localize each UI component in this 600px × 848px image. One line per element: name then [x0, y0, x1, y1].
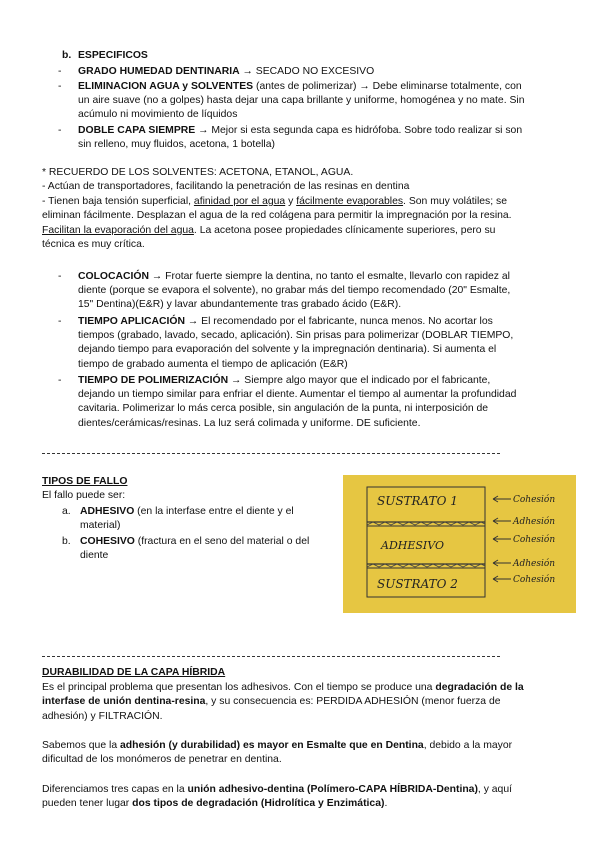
solvents-paragraph: * RECUERDO DE LOS SOLVENTES: ACETONA, ETANOL, AGUA. - Actúan de transportadores, facilitando la penetración de las resinas en dentina - Tienen baja tensión superficial, afinidad por el agua y fácilmente evaporables. Son muy volátiles; se eliminan fácilmente. Desplazan el agua de la red colágena para permitir la impregnación por la resina. Facilitan la evaporación del agua. La acetona posee propiedades clínicamente superiores, pero su técnica es muy crítica. — [42, 167, 512, 251]
fallo-intro: El fallo puede ser: — [42, 490, 126, 501]
sketch-label-adhesion: Adhesión — [513, 559, 556, 569]
sketch-label-cohesion: Cohesión — [513, 535, 556, 545]
sketch-label-sustrato1: SUSTRATO 1 — [377, 494, 458, 508]
sketch-label-cohesion: Cohesión — [513, 495, 556, 505]
fallo-b-letter: b. — [62, 536, 71, 547]
durabilidad-title: DURABILIDAD DE LA CAPA HÍBRIDA — [42, 667, 226, 678]
divider — [42, 453, 500, 454]
section-letter: b. — [62, 50, 72, 61]
durabilidad-paragraph-2: Sabemos que la adhesión (y durabilidad) es mayor en Esmalte que en Dentina, debido a la mayor dificultad de los monómeros de penetrar en dentina. — [42, 740, 513, 766]
sketch-label-adhesivo: ADHESIVO — [381, 539, 445, 552]
durabilidad-paragraph-3: Diferenciamos tres capas en la unión adhesivo-dentina (Polímero-CAPA HÍBRIDA-Dentina), y aquí pueden tener lugar dos tipos de degradación (Hidrolítica y Enzimática). — [42, 784, 513, 810]
sketch-label-sustrato2: SUSTRATO 2 — [377, 577, 458, 591]
sketch-label-cohesion: Cohesión — [513, 575, 556, 585]
fallo-item-adhesivo: ADHESIVO (en la interfase entre el diente y el material) — [80, 506, 294, 532]
fallo-item-cohesivo: COHESIVO (fractura en el seno del material o del diente — [80, 536, 310, 562]
failure-sketch-drawing — [343, 475, 576, 613]
divider — [42, 656, 500, 657]
section-heading: ESPECIFICOS — [78, 50, 148, 61]
failure-sketch — [343, 475, 576, 613]
sketch-label-adhesion: Adhesión — [513, 517, 556, 527]
durabilidad-paragraph-1: Es el principal problema que presentan los adhesivos. Con el tiempo se produce una degradación de la interfase de unión dentina-resina, y su consecuencia es: PERDIDA ADHESIÓN (menor fuerza de adhesión) y FILTRACIÓN. — [42, 682, 524, 722]
fallo-title: TIPOS DE FALLO — [42, 476, 128, 487]
fallo-a-letter: a. — [62, 506, 71, 517]
